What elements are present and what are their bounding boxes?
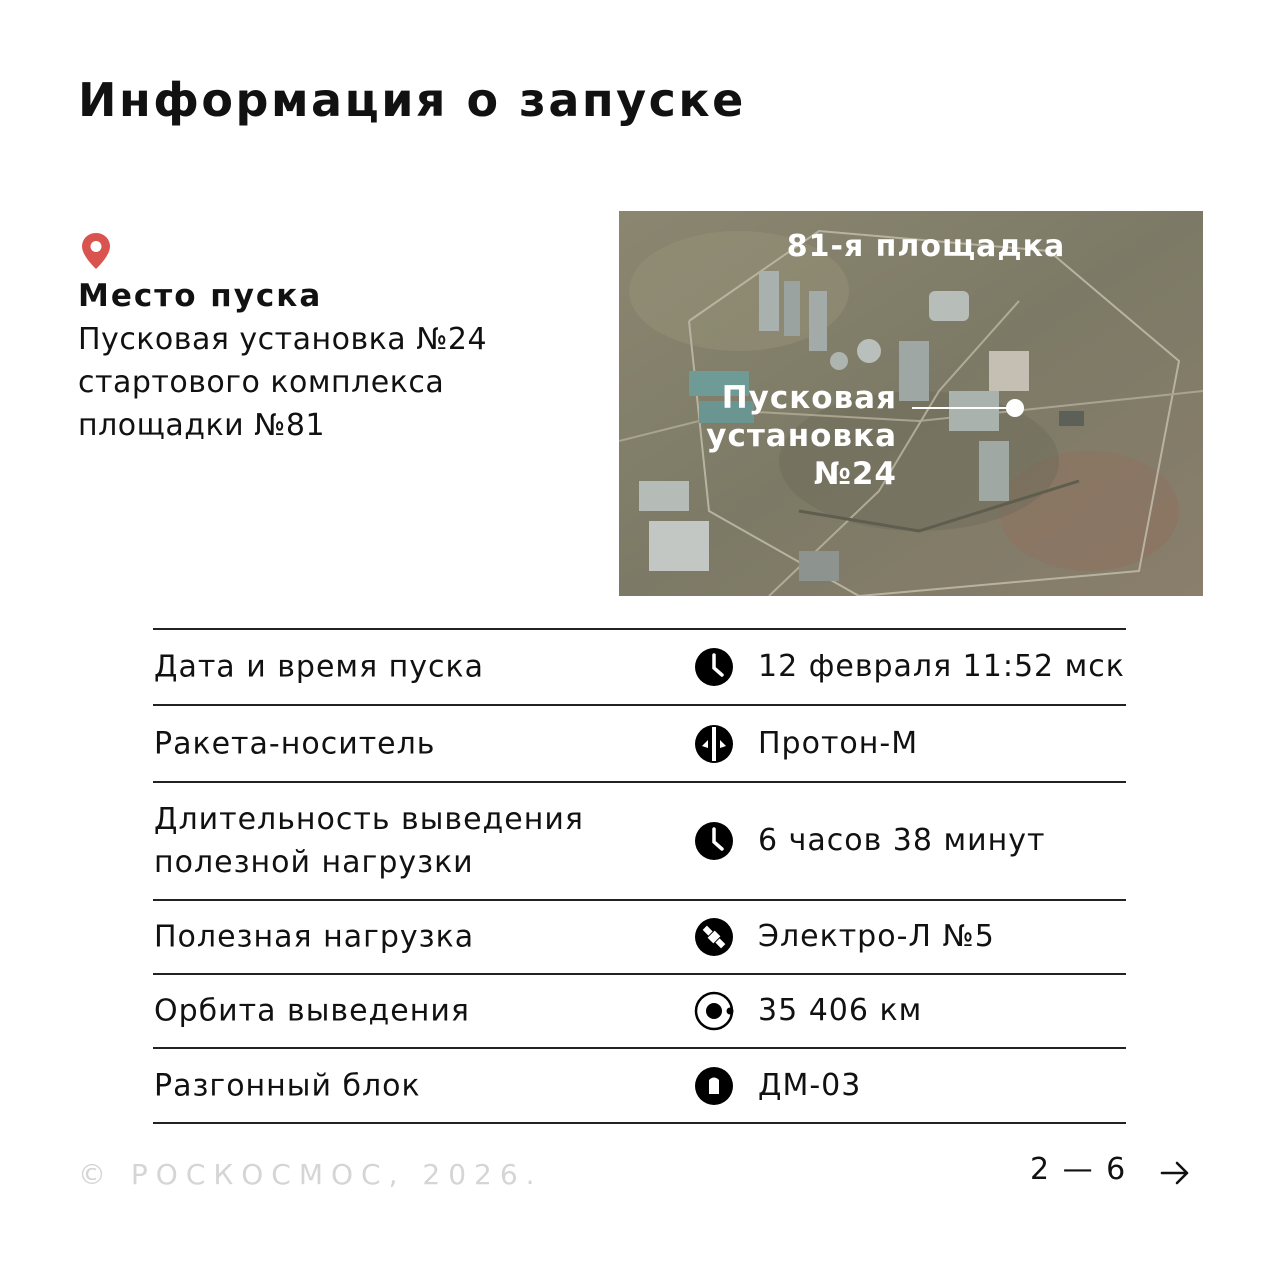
row-value: 12 февраля 11:52 мск <box>758 649 1125 684</box>
row-label: Ракета-носитель <box>154 726 436 761</box>
row-value: Протон-М <box>758 725 919 761</box>
map-leader-line <box>912 407 1014 409</box>
table-row-upper-stage <box>153 1049 1126 1124</box>
row-label: Полезная нагрузка <box>154 919 475 955</box>
table-row-insertion-duration <box>153 783 1126 901</box>
table-row-launch-vehicle <box>153 706 1126 783</box>
row-value: Электро-Л №5 <box>758 919 995 954</box>
upper-stage-icon <box>694 1066 734 1106</box>
table-row-payload <box>153 901 1126 975</box>
row-label: Орбита выведения <box>154 993 470 1029</box>
site-satellite-map <box>619 211 1203 596</box>
row-value: ДМ-03 <box>758 1067 862 1103</box>
map-launch-pad-marker <box>1006 399 1024 417</box>
clock-icon <box>694 821 734 861</box>
row-value: 6 часов 38 минут <box>758 823 1046 858</box>
rocket-icon <box>694 724 734 764</box>
orbit-icon <box>694 991 734 1031</box>
map-area-title: 81-я площадка <box>786 229 1066 264</box>
arrow-right-icon[interactable] <box>1158 1156 1192 1190</box>
row-label: Длительность выведения полезной нагрузки <box>154 802 584 880</box>
row-value: 35 406 км <box>758 993 923 1028</box>
table-row-launch-time <box>153 630 1126 706</box>
row-label: Разгонный блок <box>154 1068 421 1103</box>
clock-icon <box>694 647 734 687</box>
page-indicator: 2 — 6 <box>1030 1152 1128 1187</box>
table-row-orbit <box>153 975 1126 1049</box>
page-title: Информация о запуске <box>78 73 746 127</box>
map-launch-pad-label: Пусковая установка №24 <box>706 380 897 492</box>
launch-info-table <box>153 628 1126 1124</box>
row-label: Дата и время пуска <box>154 649 485 685</box>
satellite-icon <box>694 917 734 957</box>
launch-site-description: Пусковая установка №24 стартового комплекса площадки №81 <box>78 322 488 443</box>
location-pin-icon <box>80 232 112 270</box>
launch-site-label: Место пуска <box>78 278 323 314</box>
copyright-text: © РОСКОСМОС, 2026. <box>78 1158 543 1191</box>
